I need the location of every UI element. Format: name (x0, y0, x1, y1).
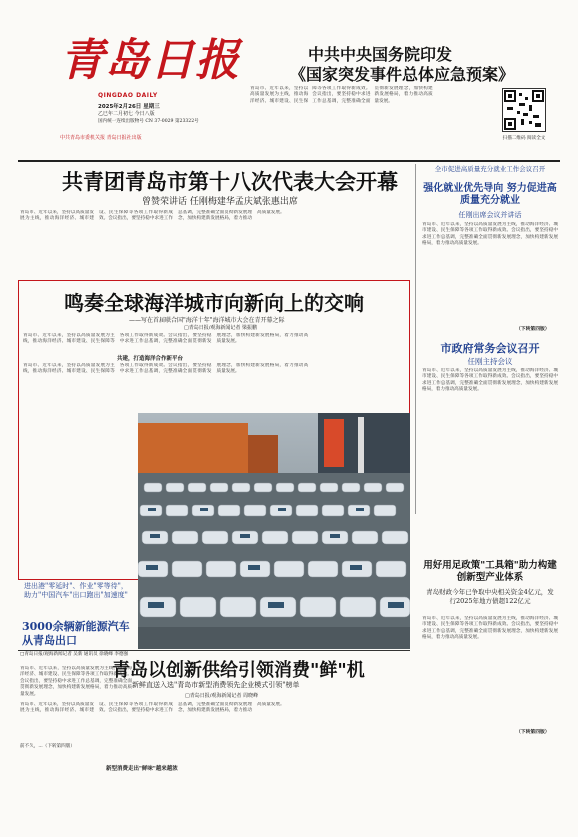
side-story-1-subtitle: 任刚出席会议并讲话 (458, 211, 522, 219)
right-story-3-text: 青岛市、近年以来，坚持以高质量发展为主线，推动海洋经济、城市建设、民生保障等各项工作取得新成效。会议指出，要坚持稳中求进工作总基调，完整准确全面贯彻新发展理念，加快构建新发展格局，着力推动高质量发展。 (422, 616, 558, 641)
side-story-1-text: 青岛市、近年以来，坚持以高质量发展为主线，推动海洋经济、城市建设、民生保障等各项工作取得新成效。会议指出，要坚持稳中求进工作总基调，完整准确全面贯彻新发展理念，加快构建新发展格局，着力推动高质量发展。 (422, 222, 558, 247)
right-story-3-continued: （下转第四版） (516, 729, 550, 735)
side-story-1 (420, 165, 560, 335)
qr-code[interactable] (502, 88, 546, 132)
masthead (60, 36, 240, 156)
bottom-story-byline: □青岛日报/观海新闻记者 周晓峰 (185, 693, 258, 699)
side-story-1-continued: （下转第四版） (516, 326, 550, 332)
lead-story-title: 鸣奏全球海洋城市向新向上的交响 (64, 291, 364, 315)
right-story-3-subtitle: 青岛财政今年已争取中央相关资金4亿元，发行2025年地方债超122亿元 (426, 588, 554, 605)
column-divider (415, 164, 416, 514)
masthead-date: 2025年2月26日 星期三 (98, 104, 160, 110)
bottom-story-text: 青岛市、近年以来，坚持以高质量发展为主线，推动海洋经济、城市建设、民生保障等各项工作取得新成效。会议指出，要坚持稳中求进工作总基调，完整准确全面贯彻新发展理念，加快构建新发展格局，着力推动高质量发展。 (20, 702, 285, 714)
divider (18, 160, 560, 162)
lead-story-text-top: 青岛市、近年以来，坚持以高质量发展为主线，推动海洋经济、城市建设、民生保障等各项工作取得新成效。会议指出，要坚持稳中求进工作总基调，完整准确全面贯彻新发展理念，加快构建新发展格局，着力推动高质量发展。 (23, 333, 309, 345)
top-story-title-line2: 《国家突发事件总体应急预案》 (290, 65, 515, 84)
left-story-title: 3000余辆新能源汽车从青岛出口 (22, 620, 130, 647)
side-story-2 (420, 340, 560, 510)
headline-band-text: 青岛市、近年以来，坚持以高质量发展为主线，推动海洋经济、城市建设、民生保障等各项工作取得新成效。会议指出，要坚持稳中求进工作总基调，完整准确全面贯彻新发展理念，加快构建新发展格局，着力推动高质量发展。 (20, 210, 285, 222)
left-story-byline: □青岛日报/观海新闻记者 吴新 通讯员 徐晓峰 李德强 (20, 652, 129, 657)
headline-band-subtitle: 曾赞荣讲话 任刚梅建华孟庆斌张惠出席 (142, 197, 298, 207)
lead-story-text-mid: 青岛市、近年以来，坚持以高质量发展为主线，推动海洋经济、城市建设、民生保障等各项工作取得新成效。会议指出，要坚持稳中求进工作总基调，完整准确全面贯彻新发展理念，加快构建新发展格局，着力推动高质量发展。 (23, 363, 309, 375)
photo-caption: 前不久，...（下转第四版） (20, 744, 75, 749)
masthead-lunar: 乙巳年二月初七 今日八版 (98, 111, 155, 117)
side-story-1-kicker: 全市促进高质量充分就业工作会议召开 (434, 165, 546, 173)
bottom-story-subtitle: 新鲜直送入选"青岛市新型消费领先企业模式引领"榜单 (132, 681, 300, 689)
top-story-title-line1: 中共中央国务院印发 (308, 45, 453, 64)
left-story-text: 青岛市、近年以来，坚持以高质量发展为主线，推动海洋经济、城市建设、民生保障等各项工作取得新成效。会议指出，要坚持稳中求进工作总基调，完整准确全面贯彻新发展理念，加快构建新发展格局，着力推动高质量发展。 (20, 666, 132, 697)
lead-story-byline: □青岛日报/观海新闻记者 梁振鹏 (184, 325, 257, 331)
masthead-logo: 青岛日报 (60, 35, 240, 86)
side-story-2-subtitle: 任刚主持会议 (467, 357, 513, 366)
left-story-kicker: 进出港"零延时"、作业"零等待"，助力"中国汽车"出口跑出"加速度" (24, 582, 128, 599)
masthead-pinyin: QINGDAO DAILY (98, 92, 158, 99)
bottom-story-title: 青岛以创新供给引领消费"鲜"机 (112, 660, 365, 681)
top-story (250, 36, 556, 156)
side-story-1-title: 强化就业优先导向 努力促进高质量充分就业 (423, 183, 557, 206)
right-story-3-title: 用好用足政策"工具箱"助力构建创新型产业体系 (423, 560, 557, 583)
masthead-sponsor: 中共青岛市委机关报 青岛日报社出版 (60, 135, 142, 141)
port-photo (138, 413, 410, 649)
side-story-2-title: 市政府常务会议召开 (440, 342, 540, 355)
side-story-2-text: 青岛市、近年以来，坚持以高质量发展为主线，推动海洋经济、城市建设、民生保障等各项工作取得新成效。会议指出，要坚持稳中求进工作总基调，完整准确全面贯彻新发展理念，加快构建新发展格局，着力推动高质量发展。 (422, 368, 558, 393)
top-story-text: 青岛市、近年以来，坚持以高质量发展为主线，推动海洋经济、城市建设、民生保障等各项工作取得新成效。会议指出，要坚持稳中求进工作总基调，完整准确全面贯彻新发展理念，加快构建新发展格局，着力推动高质量发展。 (250, 86, 433, 104)
lead-story-subtitle: ——写在首届联合国"海洋十年"海洋城市大会在青开幕之际 (129, 317, 285, 324)
lead-story-section-head-1: 共建，打造海洋合作新平台 (117, 356, 184, 362)
bottom-story-section-head: 新型消费走出"鲜味"越来越浓 (106, 766, 178, 772)
masthead-issue: 国内统一连续出版物号 CN 37-0029 第23322号 (98, 119, 199, 124)
headline-band-title: 共青团青岛市第十八次代表大会开幕 (62, 169, 398, 194)
right-story-3 (420, 560, 560, 740)
bottom-divider (18, 650, 410, 651)
qr-caption: 扫描二维码 阅读全文 (502, 136, 546, 141)
